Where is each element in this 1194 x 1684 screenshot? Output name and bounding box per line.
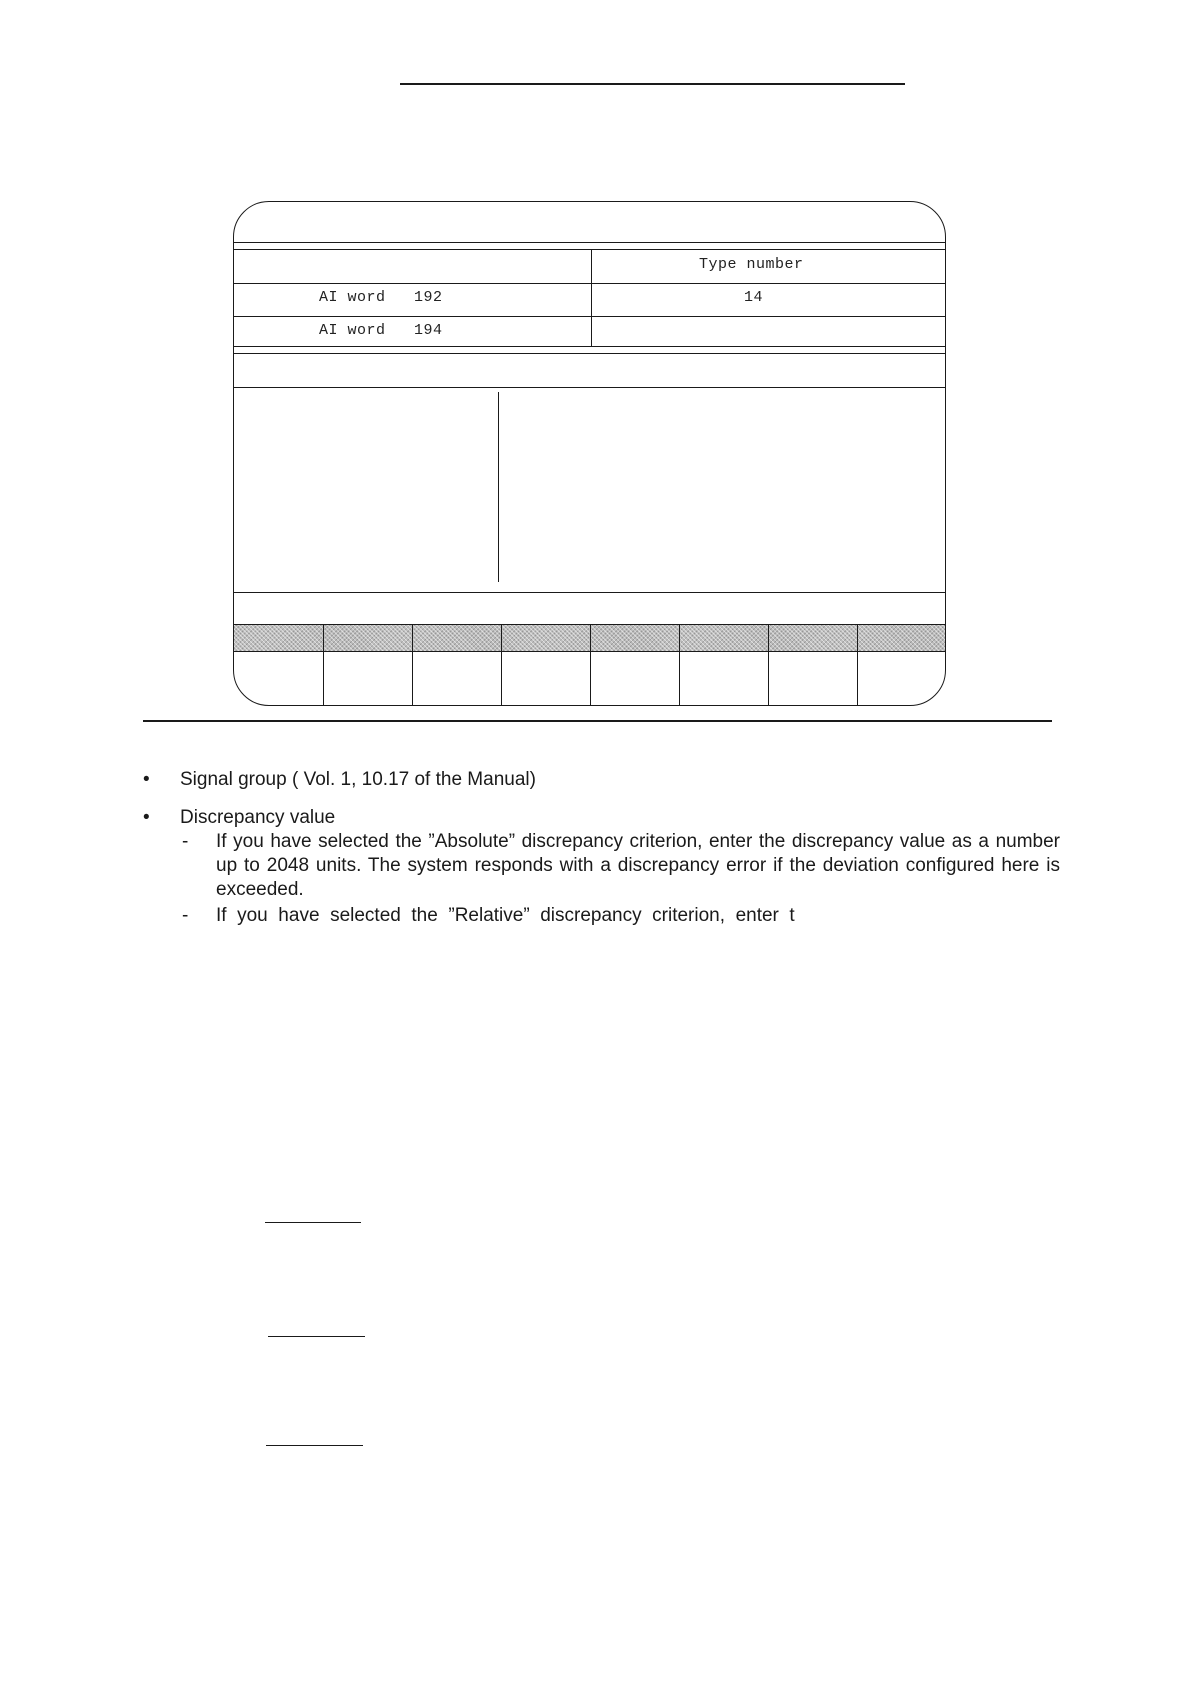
top-rule — [400, 83, 905, 85]
header-row-divider — [234, 249, 945, 250]
table-column-divider — [591, 249, 592, 346]
relative-criterion-text: If you have selected the ”Relative” discrepancy criterion, enter t — [216, 905, 795, 926]
bullet-marker: • — [143, 769, 150, 790]
ai-word-194-label: AI word 194 — [319, 322, 443, 339]
softkey-divider-5 — [679, 624, 680, 705]
type-number-value[interactable]: 14 — [744, 289, 764, 306]
ai-word-192-label: AI word 192 — [319, 289, 443, 306]
title-bar-divider — [234, 242, 945, 243]
softkey-divider-2 — [412, 624, 413, 705]
signal-group-item: Signal group ( Vol. 1, 10.17 of the Manual) — [180, 769, 536, 790]
softkey-divider-1 — [323, 624, 324, 705]
discrepancy-value-item: Discrepancy value — [180, 807, 336, 828]
table-bottom-divider-2 — [234, 353, 945, 354]
short-rule — [266, 1445, 363, 1446]
softkey-divider-3 — [501, 624, 502, 705]
row-divider-1 — [234, 283, 945, 284]
type-number-header: Type number — [699, 256, 804, 273]
bullet-marker: • — [143, 807, 150, 828]
short-rule — [265, 1222, 361, 1223]
dash-marker: - — [182, 831, 189, 852]
info-panel-divider — [498, 392, 499, 582]
softkey-divider-7 — [857, 624, 858, 705]
screen-form — [233, 201, 946, 706]
short-rule — [268, 1336, 365, 1337]
row-divider-2 — [234, 316, 945, 317]
softkey-divider-4 — [590, 624, 591, 705]
info-panel-top — [234, 387, 945, 388]
figure-bottom-rule — [143, 720, 1052, 722]
message-line-divider — [234, 592, 945, 593]
table-bottom-divider — [234, 346, 945, 347]
softkey-divider-6 — [768, 624, 769, 705]
absolute-criterion-text: If you have selected the ”Absolute” discrepancy criterion, enter the discrepancy value as a number up to 2048 units. The system responds with a discrepancy error if the deviation configured here is exceeded. — [216, 831, 1060, 900]
dash-marker: - — [182, 905, 189, 926]
